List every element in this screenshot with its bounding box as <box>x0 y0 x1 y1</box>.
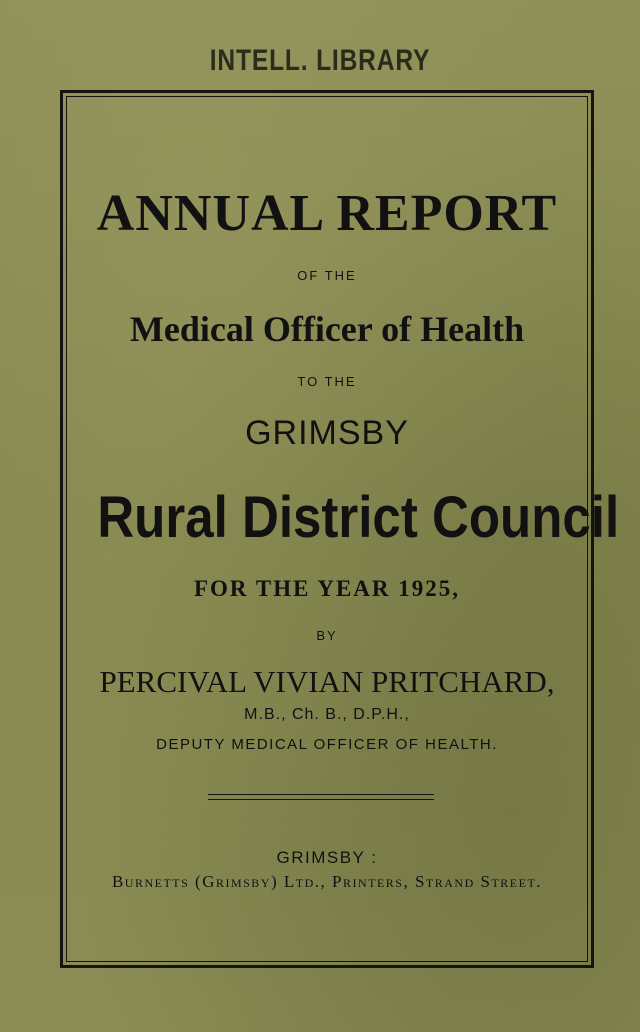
report-year: FOR THE YEAR 1925, <box>193 576 461 601</box>
place-name: GRIMSBY <box>245 414 409 452</box>
report-title: ANNUAL REPORT <box>96 185 558 242</box>
divider-rule-top <box>208 794 434 795</box>
office-title: Medical Officer of Health <box>129 309 525 349</box>
author-position: DEPUTY MEDICAL OFFICER OF HEALTH. <box>156 736 498 753</box>
imprint-place: GRIMSBY : <box>276 848 378 867</box>
author-degrees: M.B., Ch. B., D.P.H., <box>244 706 410 723</box>
library-stamp: INTELL. LIBRARY <box>209 44 431 77</box>
imprint-printer: Burnetts (Grimsby) Ltd., Printers, Strand Street. <box>111 872 543 891</box>
by-label: BY <box>316 628 338 643</box>
to-the-label: TO THE <box>297 374 357 389</box>
cover-content <box>66 96 620 962</box>
author-name: PERCIVAL VIVIAN PRITCHARD, <box>99 664 555 699</box>
of-the-label: OF THE <box>297 268 357 283</box>
divider-rule-bottom <box>208 799 434 800</box>
council-name: Rural District Council <box>97 485 620 550</box>
